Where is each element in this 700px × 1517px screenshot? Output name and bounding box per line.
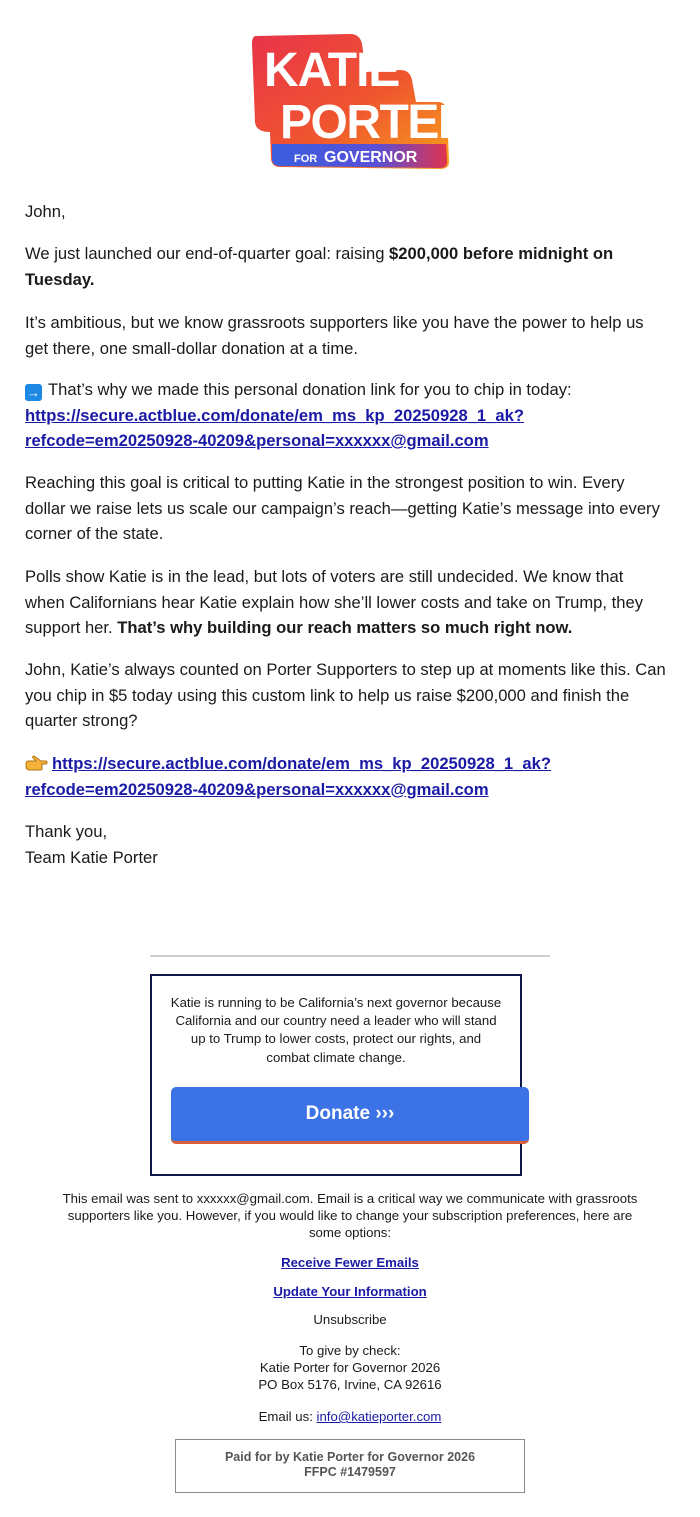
paragraph-ambitious: It’s ambitious, but we know grassroots supporters like you have the power to help us get there, one small-dollar donation at a time. [25, 313, 644, 358]
footer-fewer-emails [60, 1254, 640, 1271]
check-address: To give by check: Katie Porter for Governor 2026 PO Box 5176, Irvine, CA 92616 [258, 1343, 442, 1392]
paragraph-critical-goal: Reaching this goal is critical to putting Katie in the strongest position to win. Every dollar we raise lets us scale our campaign’s reach—getting Katie’s message into every corner of the state. [25, 473, 660, 543]
logo-for: FOR [294, 153, 318, 165]
logo-governor: GOVERNOR [324, 149, 418, 166]
arrow-right-icon: → [27, 385, 40, 400]
paragraph-chip-in: John, Katie’s always counted on Porter Supporters to step up at moments like this. Can you chip in $5 today using this custom link to help us raise $200,000 and finish the quarter strong? [25, 660, 666, 730]
logo-katie: KATIE [264, 44, 400, 97]
divider [150, 955, 550, 957]
greeting: John, [25, 202, 66, 221]
unsubscribe-link[interactable]: Unsubscribe [313, 1312, 387, 1327]
footer-update-info [60, 1283, 640, 1300]
box-mission-text: Katie is running to be California’s next governor because California and our country need a leader who will stand up to Trump to lower costs, protect our rights, and combat climate change. [170, 995, 502, 1065]
donation-link-1[interactable]: https://secure.actblue.com/donate/em_ms_kp_20250928_1_ak? refcode=em20250928-40209&personal=xxxxxx@gmail.com [25, 405, 524, 450]
paragraph-custom-link [25, 751, 667, 802]
paragraph-goal: We just launched our end-of-quarter goal: raising $200,000 before midnight on Tuesday. [25, 244, 614, 289]
pointing-hand-icon [25, 755, 47, 771]
donate-box [150, 974, 522, 1176]
contact-email-link[interactable]: info@katieporter.com [316, 1409, 442, 1424]
receive-fewer-emails-link[interactable]: Receive Fewer Emails [281, 1255, 419, 1270]
paragraph-personal-link: → That’s why we made this personal donation link for you to chip in today: https://secure.actblue.com/donate/em_ms_kp_20250928_1_ak? refcode=em20250928-40209&personal=xxxxxx@gmail.com [25, 380, 572, 450]
footer-email-us: Email us: info@katieporter.com [258, 1409, 442, 1424]
signoff: Thank you, Team Katie Porter [25, 822, 158, 867]
katie-porter-logo [250, 32, 472, 170]
logo-porter: PORTER [280, 96, 472, 149]
donation-link-2[interactable]: https://secure.actblue.com/donate/em_ms_kp_20250928_1_ak? refcode=em20250928-40209&personal=xxxxxx@gmail.com [25, 754, 551, 799]
paragraph-polls: Polls show Katie is in the lead, but lots of voters are still undecided. We know that when Californians hear Katie explain how she’ll lower costs and take on Trump, they support her. That’s why building our reach matters so much right now. [25, 567, 643, 637]
paid-for-disclaimer: Paid for by Katie Porter for Governor 2026 FFPC #1479597 [175, 1439, 525, 1493]
update-information-link[interactable]: Update Your Information [273, 1284, 427, 1299]
donate-button[interactable]: Donate ››› [171, 1087, 529, 1144]
footer-notice: This email was sent to xxxxxx@gmail.com. Email is a critical way we communicate with grassroots supporters like you. However, if you would like to change your subscription preferences, here are some options: [62, 1191, 638, 1240]
